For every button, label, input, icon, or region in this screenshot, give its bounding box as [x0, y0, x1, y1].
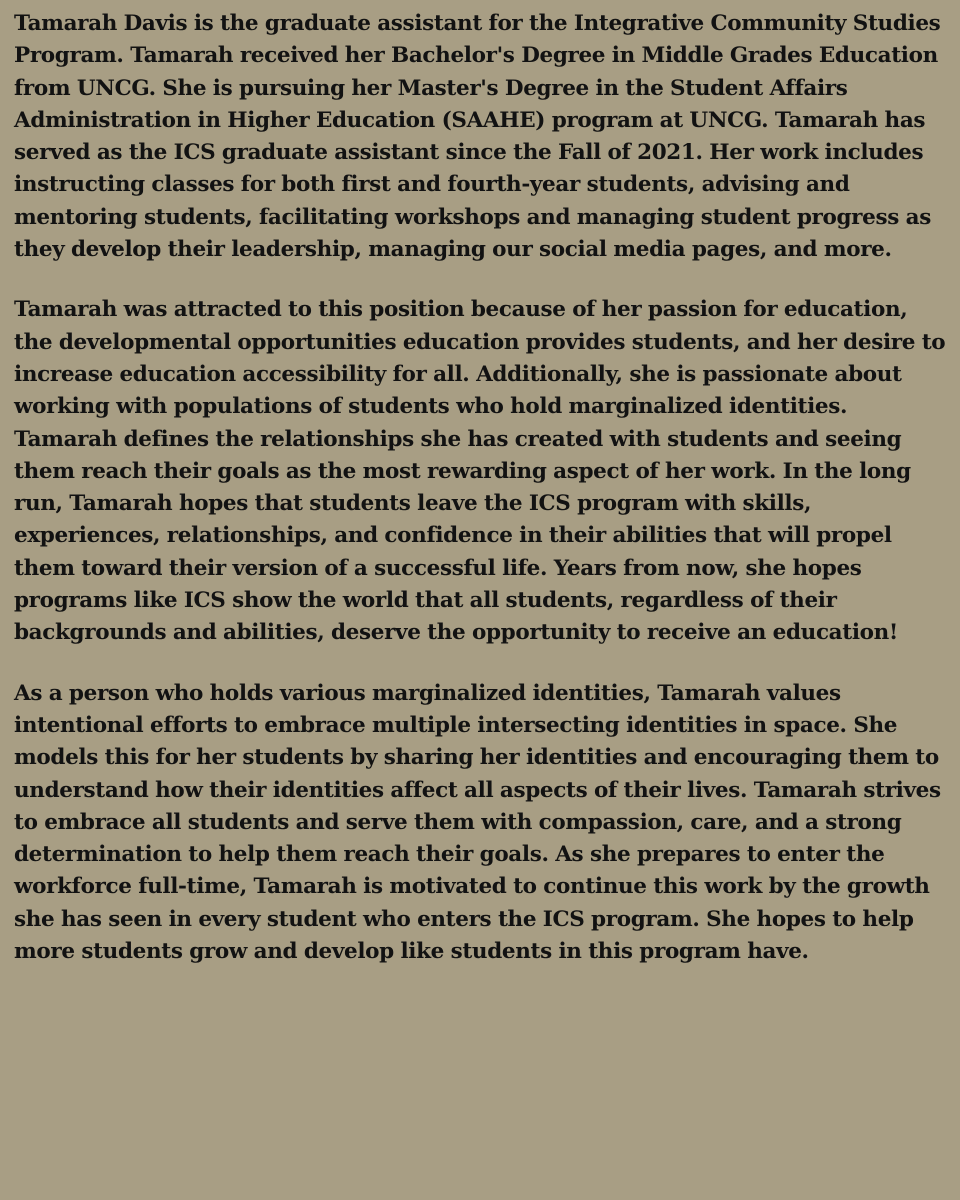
bio-paragraph-3: As a person who holds various marginalized identities, Tamarah values intentional efforts to embrace multiple intersecting identities in space. She models this for her students by sharing her identities and encouraging them to understand how their identities affect all aspects of their lives. Tamarah strives to embrace all students and serve them with compassion, care, and a strong determination to help them reach their goals. As she prepares to enter the workforce full-time, Tamarah is motivated to continue this work by the growth she has seen in every student who enters the ICS program. She hopes to help more students grow and develop like students in this program have.	[14, 680, 941, 965]
bio-paragraph-2: Tamarah was attracted to this position because of her passion for education, the developmental opportunities education provides students, and her desire to increase education accessibility for all. Additionally, she is passionate about working with populations of students who hold marginalized identities. Tamarah defines the relationships she has created with students and seeing them reach their goals as the most rewarding aspect of her work. In the long run, Tamarah hopes that students leave the ICS program with skills, experiences, relationships, and confidence in their abilities that will propel them toward their version of a successful life. Years from now, she hopes programs like ICS show the world that all students, regardless of their backgrounds and abilities, deserve the opportunity to receive an education!	[14, 297, 946, 646]
bio-paragraph-1: Tamarah Davis is the graduate assistant for the Integrative Community Studies Program. Tamarah received her Bachelor's Degree in Middle Grades Education from UNCG. She is pursuing her Master's Degree in the Student Affairs Administration in Higher Education (SAAHE) program at UNCG. Tamarah has served as the ICS graduate assistant since the Fall of 2021. Her work includes instructing classes for both first and fourth-year students, advising and mentoring students, facilitating workshops and managing student progress as they develop their leadership, managing our social media pages, and more.	[14, 11, 941, 263]
